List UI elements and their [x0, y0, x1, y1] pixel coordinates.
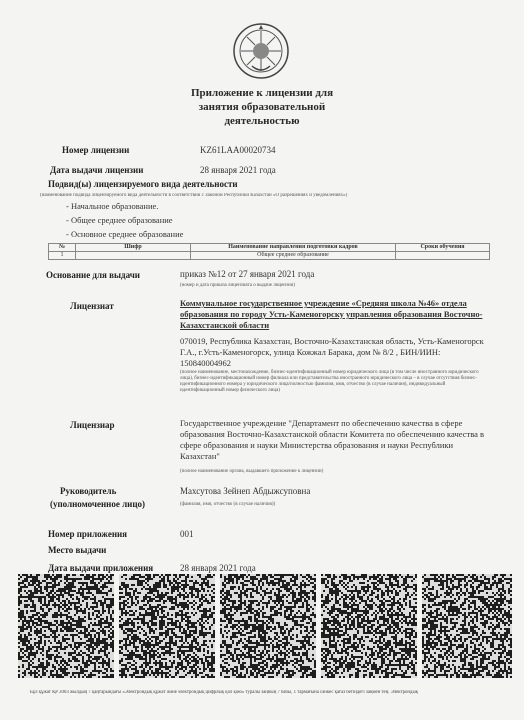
issue-date-label: Дата выдачи лицензии [50, 165, 144, 175]
footer-legal-text: Бұл құжат ҚР 2003 жылдың 7 қаңтарындағы «Электрондық құжат және электрондық цифрлық қол қою» туралы заңның 7 бабы, 1 тармағына сәйкес қағаз бетіндегі заңмен тең. Электрондық [30, 690, 418, 695]
table-header-cell: № [49, 244, 76, 252]
training-directions-table [48, 243, 490, 260]
qr-code [321, 574, 417, 678]
table-cell: Общее среднее образование [191, 252, 396, 260]
licensor-label: Лицензиар [70, 420, 115, 430]
appendix-date-value: 28 января 2021 года [180, 563, 256, 573]
license-number-value: KZ61LAA00020734 [200, 145, 276, 155]
table-header-cell: Наименование направления подготовки кадров [191, 244, 396, 252]
head-label: Руководитель [60, 486, 117, 496]
table-header-cell: Шифр [76, 244, 191, 252]
title-line: деятельностью [224, 115, 300, 127]
licensee-label: Лицензиат [70, 301, 114, 311]
qr-code [220, 574, 316, 678]
subtype-item: - Основное среднее образование [66, 229, 184, 239]
title-line: Приложение к лицензии для [190, 87, 334, 99]
table-cell: 1 [49, 252, 76, 260]
qr-code [119, 574, 215, 678]
licensee-name: Коммунальное государственное учреждение «Средняя школа №46» отдела образования по городу Усть-Каменогорску управления образования Восточно-Казахстанской области [180, 298, 483, 330]
qr-code [18, 574, 114, 678]
head-value: Махсутова Зейнеп Абдыжсуповна [180, 486, 311, 496]
subtypes-note: (наименование подвида лицензируемого вида деятельности в соответствии с Законом Республики Казахстан «О разрешениях и уведомлениях») [40, 193, 348, 198]
basis-note: (номер и дата приказа лицензиата о выдаче лицензии) [180, 283, 295, 288]
subtype-item: - Начальное образование. [66, 201, 159, 211]
licensor-value: Государственное учреждение "Департамент по обеспечению качества в сфере образования Восточно-Казахстанской области Комитета по обеспечению качества в сфере образования и науки Министерства образования и науки Республики Казахстан" [180, 418, 485, 461]
title-line: занятия образовательной [198, 101, 326, 113]
license-number-label: Номер лицензии [62, 145, 130, 155]
table-row [49, 252, 490, 260]
table-cell [396, 252, 490, 260]
basis-label: Основание для выдачи [46, 270, 140, 280]
head-note: (фамилия, имя, отчество (в случае наличия)) [180, 502, 276, 507]
subtype-item: - Общее среднее образование [66, 215, 173, 225]
table-header-cell: Сроки обучения [396, 244, 490, 252]
qr-code [422, 574, 512, 678]
licensee-address: 070019, Республика Казахстан, Восточно-Казахстанская область, Усть-Каменогорск Г.А., г.Усть-Каменогорск, улица Кожжал Барака, дом № 8/2 , БИН/ИИН: 150840004962 [180, 336, 484, 368]
issue-date-value: 28 января 2021 года [200, 165, 276, 175]
licensor-note: (полное наименование органа, выдавшего приложение к лицензии) [180, 469, 324, 474]
appendix-number-label: Номер приложения [48, 529, 128, 539]
document-title [150, 86, 374, 128]
state-emblem-icon [232, 22, 290, 80]
subtypes-heading: Подвид(ы) лицензируемого вида деятельности [48, 179, 238, 189]
table-cell [76, 252, 191, 260]
head-label-sub: (уполномоченное лицо) [50, 499, 146, 509]
appendix-date-label: Дата выдачи приложения [48, 563, 154, 573]
place-label: Место выдачи [48, 545, 107, 555]
table-header-row [49, 244, 490, 252]
basis-value: приказ №12 от 27 января 2021 года [180, 269, 315, 279]
appendix-number-value: 001 [180, 529, 194, 539]
licensee-note: (полное наименование, местонахождение, бизнес-идентификационный номер юридического лица (в том числе иностранного юридического лица), бизнес-идентификационный номер филиала или представительства иностранного юридического лица – в случае отсутствия бизнес-идентификационного номера у юридического лица/полностью фамилия, имя, отчество (в случае наличия), индивидуальный идентификационный номер физического лица) [180, 370, 479, 393]
